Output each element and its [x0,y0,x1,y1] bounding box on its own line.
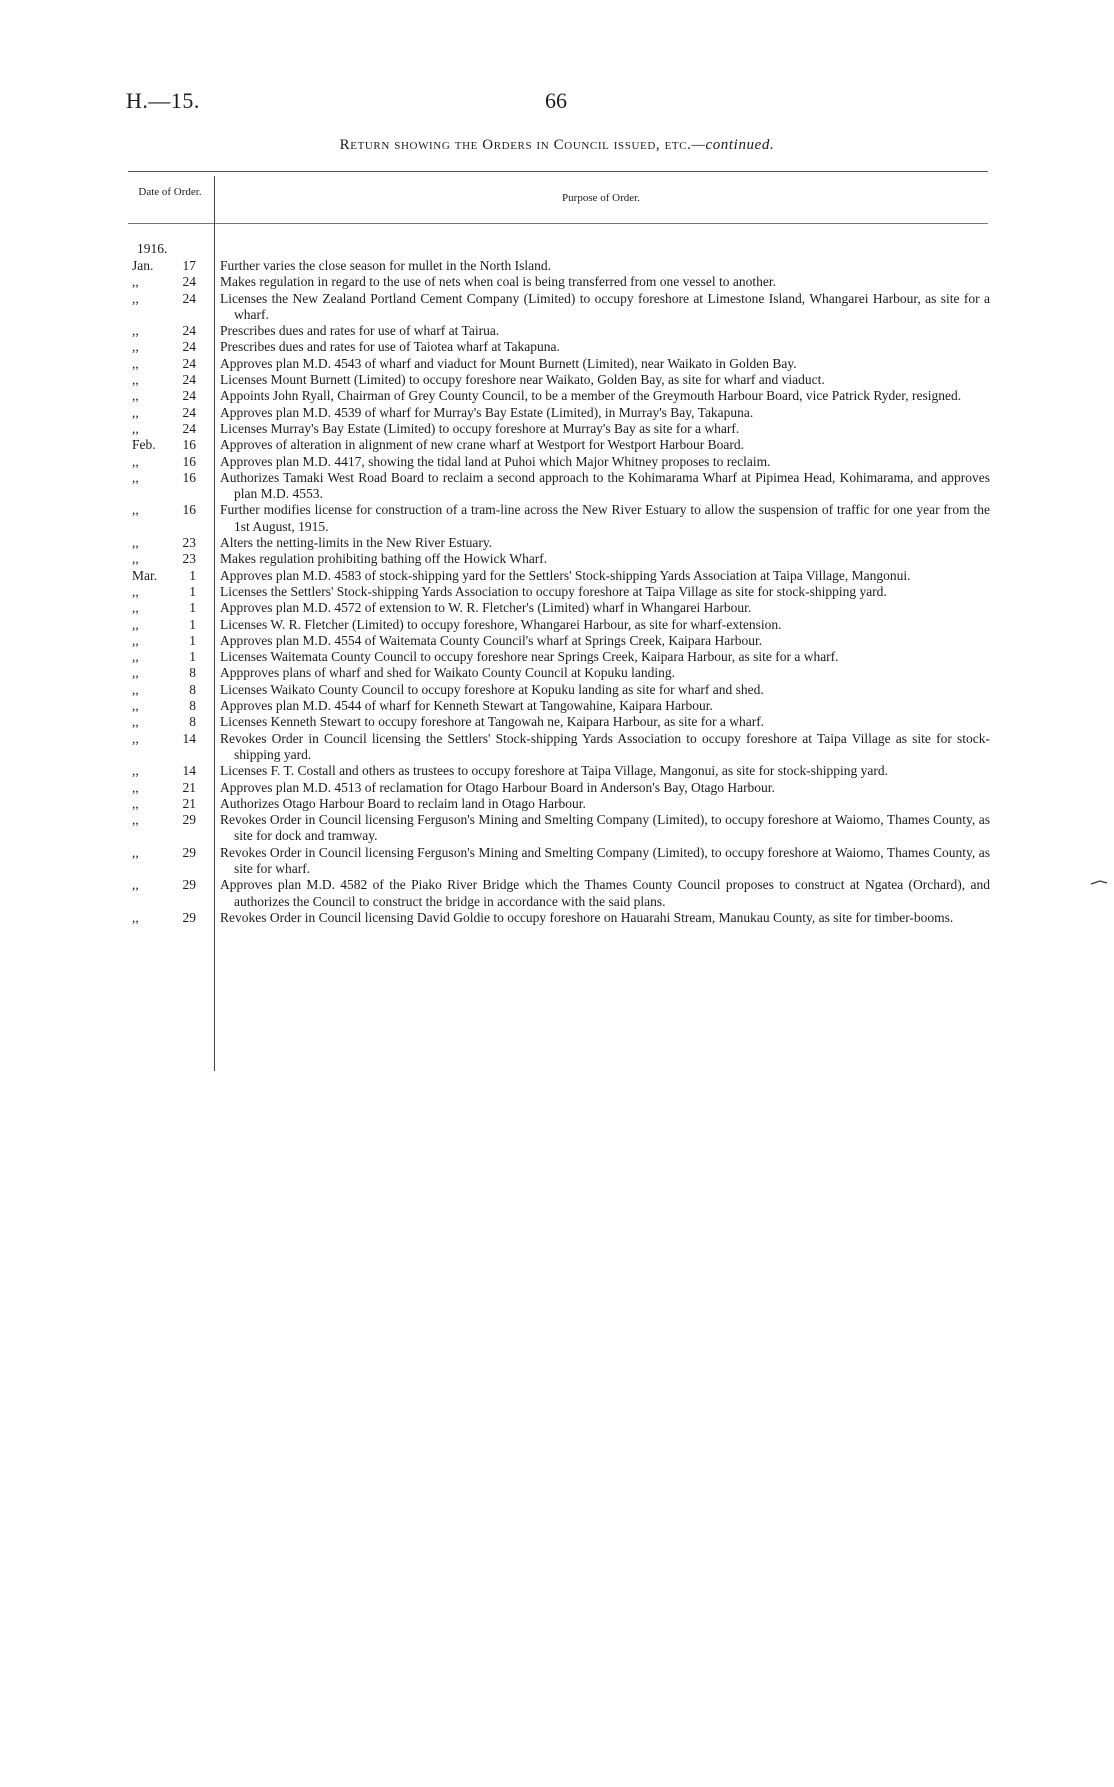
table-row [126,454,990,470]
row-month: Feb. [132,437,156,453]
row-month: ,, [132,698,139,714]
table-row [126,568,990,584]
row-purpose: Approves plan M.D. 4572 of extension to W. R. Fletcher's (Limited) wharf in Whangarei Harbour. [220,600,752,616]
page-title [0,137,1114,154]
row-month: ,, [132,681,139,697]
title-main: Return showing the Orders in Council issued, etc. [339,137,692,153]
row-purpose: Licenses Mount Burnett (Limited) to occupy foreshore near Waikato, Golden Bay, as site for wharf and viaduct. [220,372,825,388]
row-purpose: Prescribes dues and rates for use of wharf at Tairua. [220,323,500,339]
row-day: 8 [189,698,196,714]
row-month: ,, [132,388,139,404]
row-day: 8 [189,714,196,730]
row-purpose: Approves plan M.D. 4543 of wharf and viaduct for Mount Burnett (Limited), near Waikato in Golden Bay. [220,355,797,371]
row-month: ,, [132,714,139,730]
row-purpose: Approves plan M.D. 4582 of the Piako River Bridge which the Thames County Council proposes to construct at Ngatea (Orchard), and authorizes the Council to construct the bridge in accordance with the said plans. [220,877,990,909]
row-purpose: Licenses Kenneth Stewart to occupy foreshore at Tangowah ne, Kaipara Harbour, as site for a wharf. [220,714,765,730]
row-month: ,, [132,420,139,436]
row-month: ,, [132,600,139,616]
table-row [126,665,990,681]
row-month: ,, [132,535,139,551]
document-reference: H.—15. [126,88,200,113]
table-row [126,714,990,730]
row-month: ,, [132,372,139,388]
row-purpose: Further varies the close season for mullet in the North Island. [220,258,552,273]
row-day: 16 [182,469,196,485]
row-month: ,, [132,274,139,290]
row-month: ,, [132,763,139,779]
row-day: 8 [189,681,196,697]
row-purpose: Licenses Waikato County Council to occupy foreshore at Kopuku landing as site for wharf and shed. [220,681,764,697]
table-row [126,682,990,698]
table-row [126,698,990,714]
row-purpose: Makes regulation prohibiting bathing off the Howick Wharf. [220,551,548,567]
row-month: ,, [132,290,139,306]
row-month: ,, [132,795,139,811]
row-month: ,, [132,339,139,355]
row-purpose: Licenses the Settlers' Stock-shipping Yards Association to occupy foreshore at Taipa Village as site for stock-shipping yard. [220,583,887,599]
margin-mark-icon [1090,878,1108,888]
row-day: 29 [182,877,196,893]
table-row [126,535,990,551]
table-row [126,731,990,764]
row-month: ,, [132,453,139,469]
row-purpose: Appoints John Ryall, Chairman of Grey County Council, to be a member of the Greymouth Harbour Board, vice Patrick Ryder, resigned. [220,388,962,404]
row-day: 16 [182,502,196,518]
row-day: 24 [182,420,196,436]
row-month: ,, [132,779,139,795]
row-day: 29 [182,844,196,860]
row-purpose: Licenses W. R. Fletcher (Limited) to occupy foreshore, Whangarei Harbour, as site for wharf-extension. [220,616,782,632]
row-day: 29 [182,909,196,925]
row-day: 14 [182,730,196,746]
row-purpose: Approves plan M.D. 4544 of wharf for Kenneth Stewart at Tangowahine, Kaipara Harbour. [220,698,713,714]
table-row [126,649,990,665]
row-day: 24 [182,274,196,290]
row-month: ,, [132,583,139,599]
row-month: ,, [132,616,139,632]
row-day: 1 [189,616,196,632]
row-month: ,, [132,665,139,681]
table-row [126,877,990,910]
row-purpose: Revokes Order in Council licensing Ferguson's Mining and Smelting Company (Limited), to occupy foreshore at Waiomo, Thames County, as site for dock and tramway. [220,812,990,844]
table-row [126,796,990,812]
table-row [126,372,990,388]
row-day: 1 [189,632,196,648]
row-month: Jan. [132,258,154,273]
table-row [126,763,990,779]
row-day: 21 [182,795,196,811]
table-row [126,812,990,845]
row-day: 1 [189,583,196,599]
row-purpose: Approves plan M.D. 4513 of reclamation for Otago Harbour Board in Anderson's Bay, Otago Harbour. [220,779,775,795]
row-day: 1 [189,649,196,665]
row-day: 14 [182,763,196,779]
row-month: ,, [132,877,139,893]
table-row [126,437,990,453]
row-day: 24 [182,323,196,339]
table-row [126,845,990,878]
row-day: 16 [182,437,196,453]
row-purpose: Authorizes Otago Harbour Board to reclaim land in Otago Harbour. [220,795,586,811]
row-month: Mar. [132,567,158,583]
table-row [126,551,990,567]
table-row [126,339,990,355]
table-row [126,405,990,421]
row-month: ,, [132,551,139,567]
table-row [126,274,990,290]
row-purpose: Approves plan M.D. 4417, showing the tidal land at Puhoi which Major Whitney proposes to reclaim. [220,453,771,469]
orders-table [126,258,990,926]
row-purpose: Alters the netting-limits in the New River Estuary. [220,535,493,551]
table-row [126,633,990,649]
table-row [126,617,990,633]
row-purpose: Appproves plans of wharf and shed for Waikato County Council at Kopuku landing. [220,665,675,681]
row-month: ,, [132,909,139,925]
table-row [126,470,990,503]
row-day: 16 [182,453,196,469]
page-number: 66 [545,88,567,113]
row-month: ,, [132,812,139,828]
table-top-rule [128,171,988,172]
table-row [126,388,990,404]
row-month: ,, [132,355,139,371]
row-month: ,, [132,502,139,518]
row-purpose: Authorizes Tamaki West Road Board to reclaim a second approach to the Kohimarama Wharf at Pipimea Head, Kohimarama, and approves plan M.D. 4553. [220,469,990,502]
row-day: 1 [189,567,196,583]
year-label: 1916. [137,241,168,256]
table-row [126,421,990,437]
row-month: ,, [132,844,139,860]
table-row [126,584,990,600]
row-purpose: Prescribes dues and rates for use of Taiotea wharf at Takapuna. [220,339,560,355]
row-day: 23 [182,551,196,567]
row-day: 17 [182,258,196,273]
row-purpose: Revokes Order in Council licensing David Goldie to occupy foreshore on Hauarahi Stream, Manukau County, as site for timber-booms. [220,909,954,925]
row-day: 29 [182,812,196,828]
row-day: 8 [189,665,196,681]
row-day: 24 [182,339,196,355]
table-row [126,502,990,535]
row-purpose: Licenses F. T. Costall and others as trustees to occupy foreshore at Taipa Village, Mangonui, as site for stock-shipping yard. [220,763,889,779]
row-day: 24 [182,290,196,306]
row-purpose: Makes regulation in regard to the use of nets when coal is being transferred from one vessel to another. [220,274,776,290]
row-month: ,, [132,730,139,746]
row-purpose: Revokes Order in Council licensing Ferguson's Mining and Smelting Company (Limited), to occupy foreshore at Waiomo, Thames County, as site for wharf. [220,844,990,876]
row-purpose: Licenses the New Zealand Portland Cement Company (Limited) to occupy foreshore at Limestone Island, Whangarei Harbour, as site for a wharf. [220,290,990,322]
table-row [126,356,990,372]
row-day: 24 [182,388,196,404]
row-purpose: Approves plan M.D. 4583 of stock-shipping yard for the Settlers' Stock-shipping Yards Association at Taipa Village, Mangonui. [220,567,911,583]
row-purpose: Revokes Order in Council licensing the Settlers' Stock-shipping Yards Association to occupy foreshore at Taipa Village as site for stock-shipping yard. [220,730,990,762]
column-header-purpose: Purpose of Order. [562,192,640,204]
table-header-rule [128,223,988,224]
row-month: ,, [132,323,139,339]
table-row [126,291,990,324]
row-day: 24 [182,355,196,371]
row-purpose: Approves of alteration in alignment of new crane wharf at Westport for Westport Harbour Board. [220,437,745,453]
table-row [126,780,990,796]
column-header-date: Date of Order. [138,186,202,198]
table-row [126,323,990,339]
row-purpose: Approves plan M.D. 4554 of Waitemata County Council's wharf at Springs Creek, Kaipara Harbour. [220,632,763,648]
row-day: 24 [182,372,196,388]
table-row [126,910,990,926]
row-purpose: Approves plan M.D. 4539 of wharf for Murray's Bay Estate (Limited), in Murray's Bay, Takapuna. [220,404,754,420]
row-month: ,, [132,469,139,485]
row-month: ,, [132,404,139,420]
row-purpose: Licenses Murray's Bay Estate (Limited) to occupy foreshore at Murray's Bay as site for a wharf. [220,420,740,436]
row-day: 21 [182,779,196,795]
row-purpose: Further modifies license for construction of a tram-line across the New River Estuary to allow the suspension of traffic for one year from the 1st August, 1915. [220,502,990,534]
row-month: ,, [132,632,139,648]
row-month: ,, [132,649,139,665]
row-day: 1 [189,600,196,616]
row-purpose: Licenses Waitemata County Council to occupy foreshore near Springs Creek, Kaipara Harbour, as site for a wharf. [220,649,839,665]
table-row [126,600,990,616]
row-day: 23 [182,535,196,551]
title-continued: —continued. [691,137,775,153]
table-row [126,258,990,274]
row-day: 24 [182,404,196,420]
